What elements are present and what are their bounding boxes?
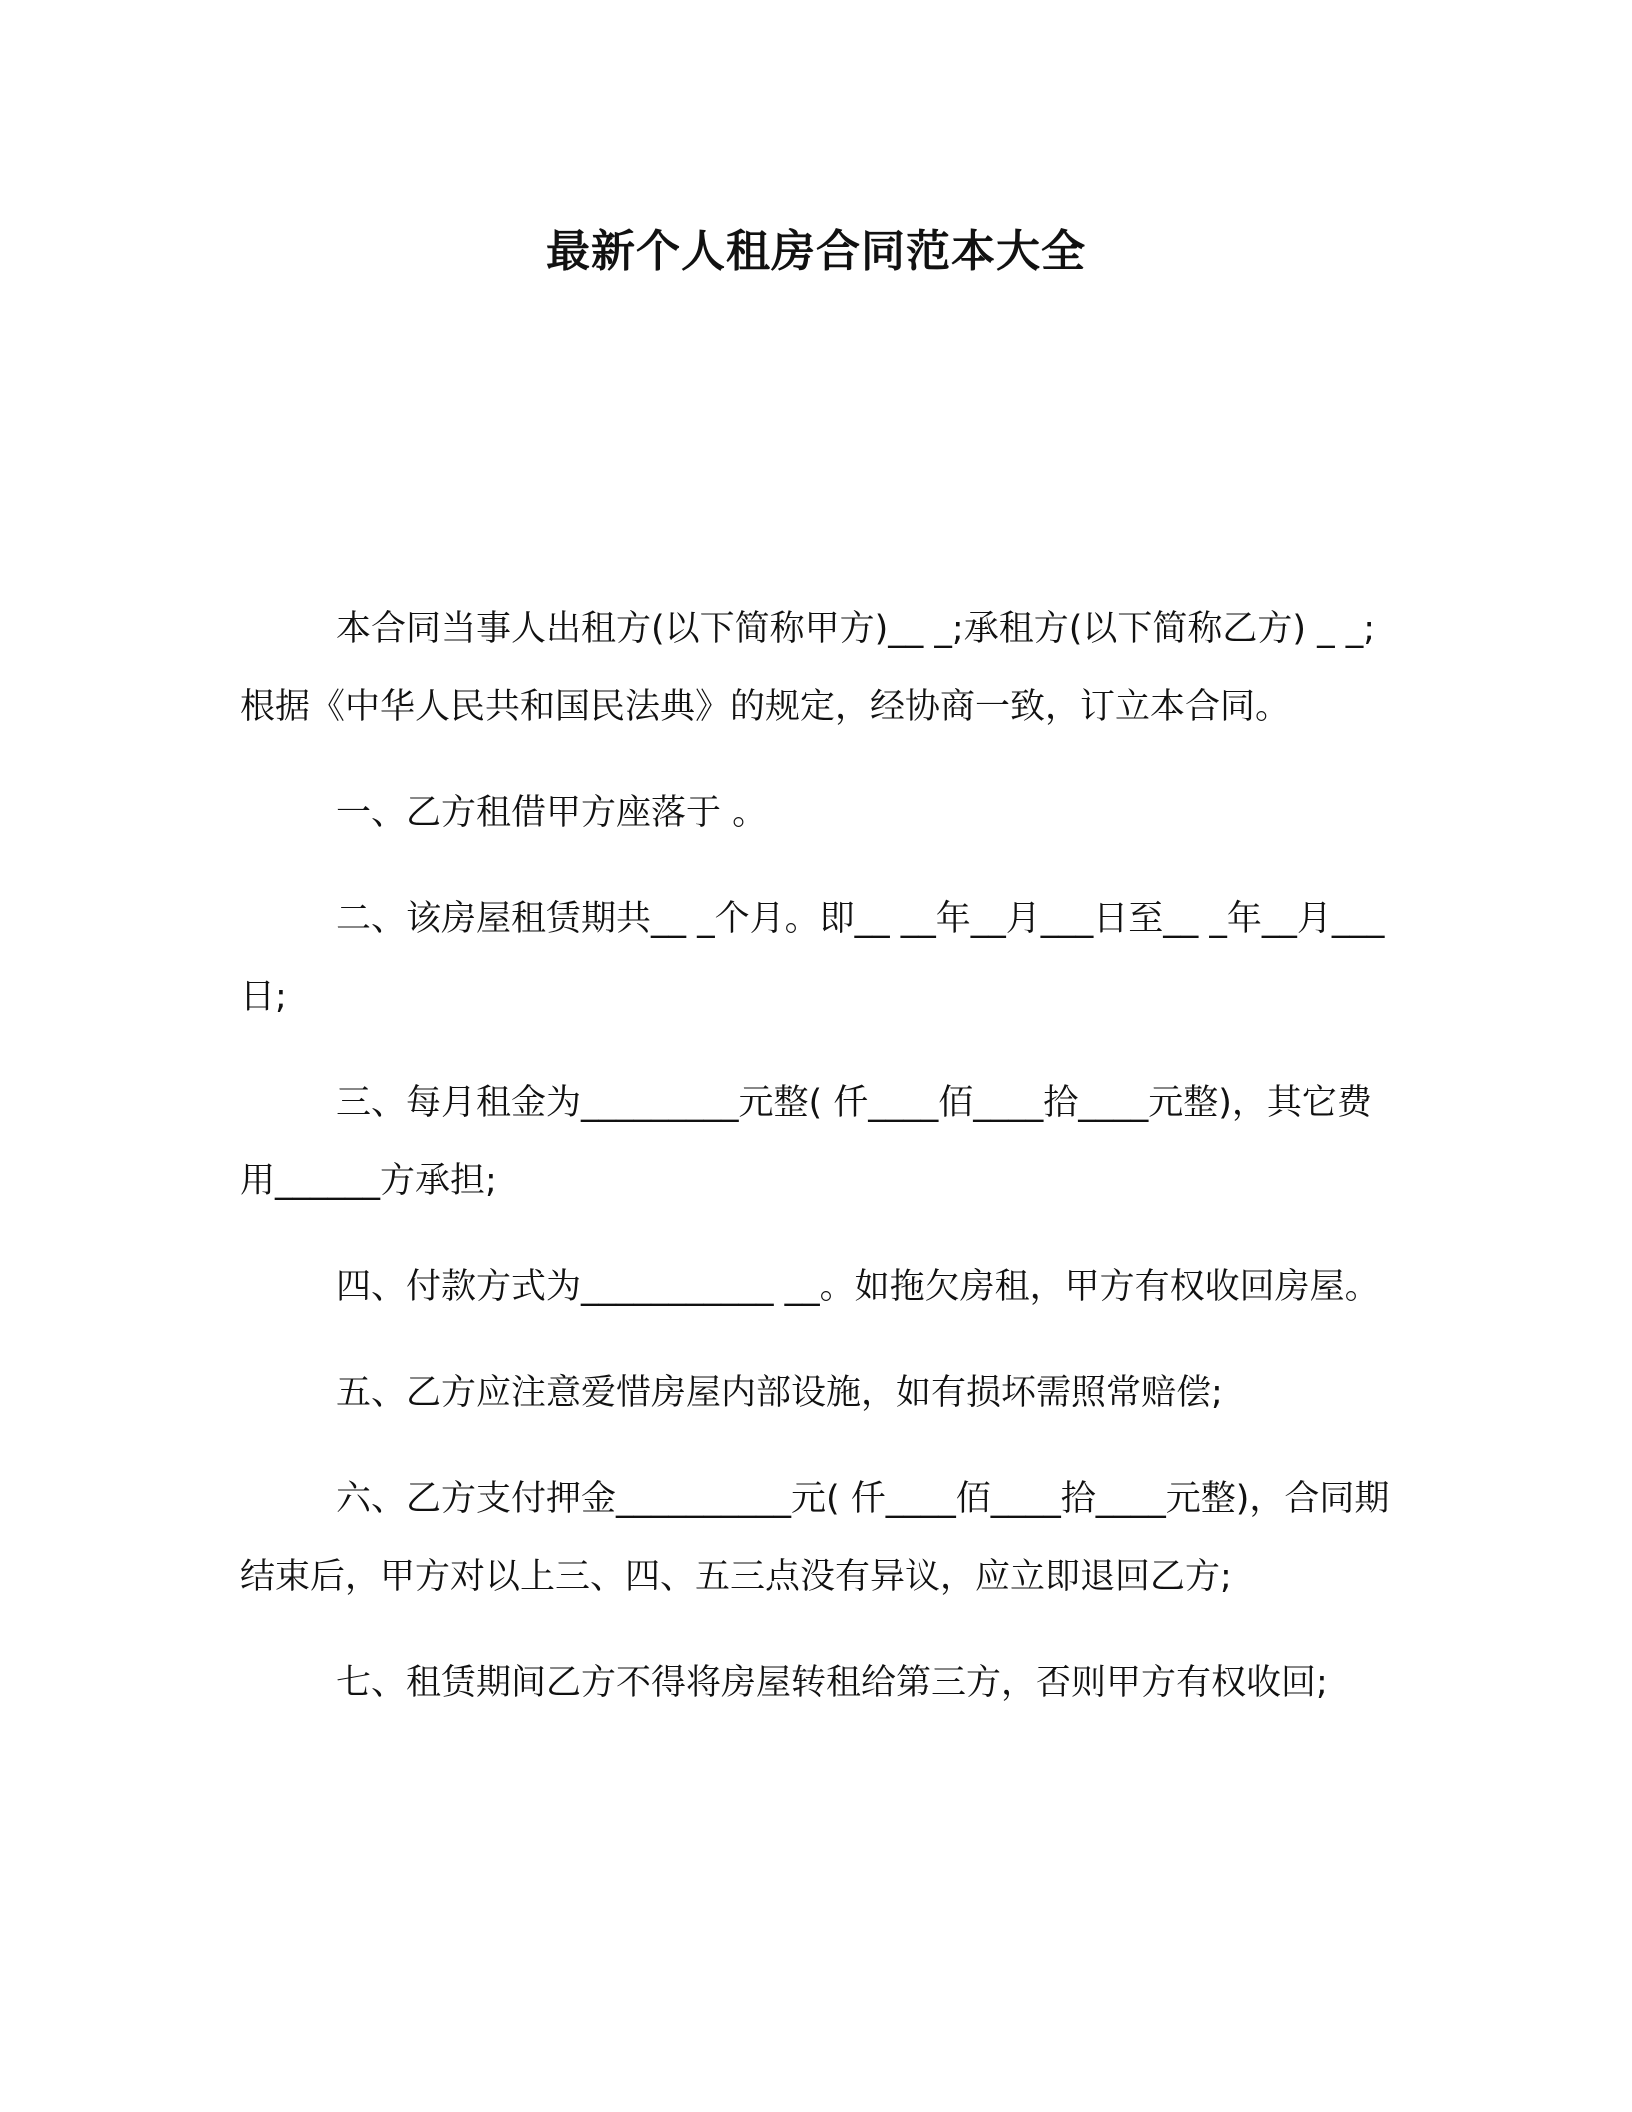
paragraph-clause-3: 三、每月租金为_________元整( 仟____佰____拾____元整)，其它费用______方承担;	[240, 1083, 1372, 1201]
paragraph-clause-4: 四、付款方式为___________ __。如拖欠房租，甲方有权收回房屋。	[336, 1267, 1380, 1307]
document-body	[240, 590, 1400, 1750]
paragraph-clause-2: 二、该房屋租赁期共__ _个月。即__ __年__月___日至__ _年__月___日;	[240, 899, 1385, 1017]
paragraph-clause-1: 一、乙方租借甲方座落于 。	[336, 793, 768, 833]
paragraph-clause-7: 七、租赁期间乙方不得将房屋转租给第三方，否则甲方有权收回;	[336, 1663, 1328, 1703]
document-title: 最新个人租房合同范本大全	[546, 226, 1086, 277]
paragraph-preamble: 本合同当事人出租方(以下简称甲方)__ _;承租方(以下简称乙方) _ _;根据《中华人民共和国民法典》的规定，经协商一致，订立本合同。	[240, 609, 1376, 727]
paragraph-clause-5: 五、乙方应注意爱惜房屋内部设施，如有损坏需照常赔偿;	[336, 1373, 1223, 1413]
paragraph-clause-6: 六、乙方支付押金__________元( 仟____佰____拾____元整)，合同期结束后，甲方对以上三、四、五三点没有异议，应立即退回乙方;	[240, 1479, 1390, 1597]
